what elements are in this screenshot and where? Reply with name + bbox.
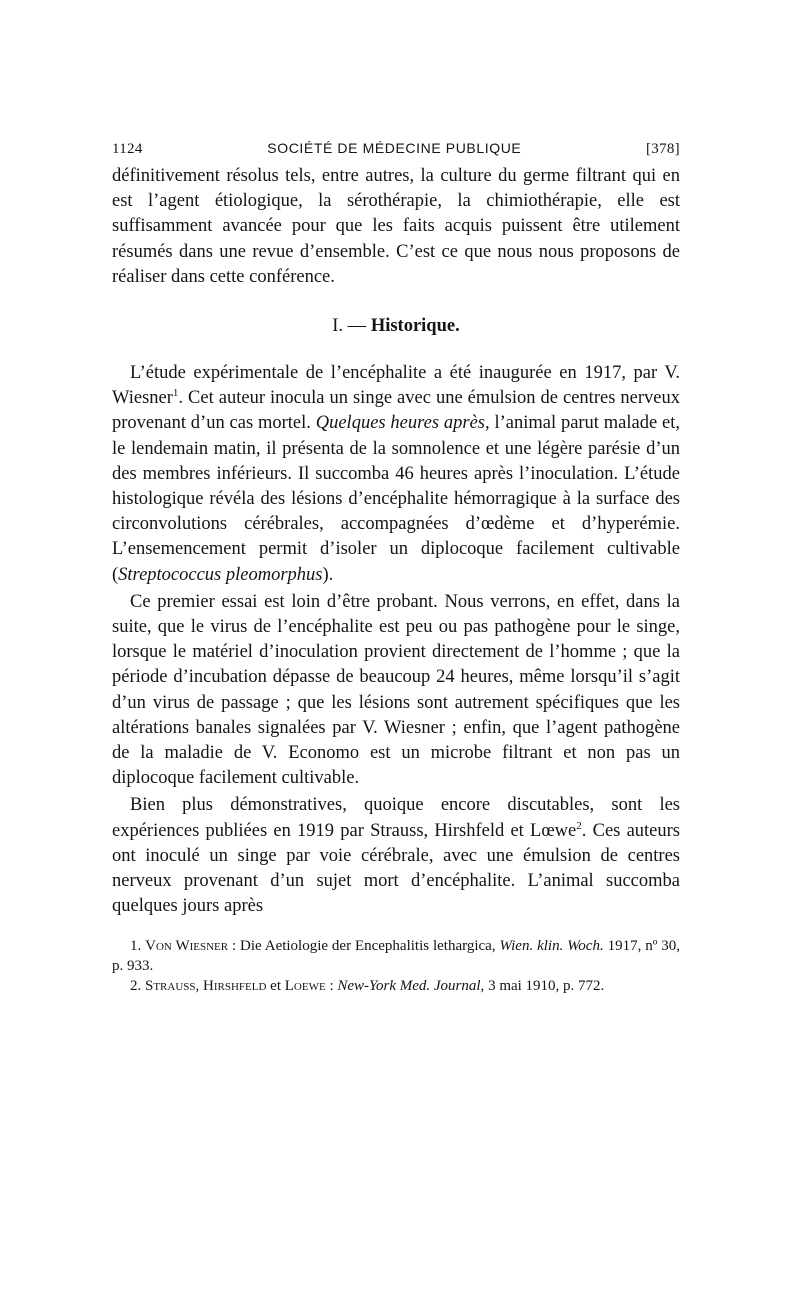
footnotes xyxy=(112,936,680,996)
footnote-citation: 1917, nº 30, p. 933. xyxy=(112,938,680,975)
species-name: Streptococcus pleomorphus xyxy=(118,564,323,585)
section-title: Historique. xyxy=(370,316,460,337)
paragraph-text: , l’animal parut malade et, le lendemain matin, il présenta de la somnolence et une légère parésie d’un des membres inférieurs. Il succomba 46 heures après l’inoculation. L’étude histologique révéla des lésions d’encéphalite hémorragique à la surface des circonvolutions cérébrales, accompagnées d’œdème et d’hyperémie. L’ensemencement permit d’isoler un diplocoque facilement cultivable ( xyxy=(112,413,680,585)
footnote-number: 2. xyxy=(130,978,142,995)
footnote-journal: Wien. klin. Woch. xyxy=(499,938,604,955)
paragraph-text: . Cet auteur inocula un singe avec une émulsion de centres nerveux provenant d’un cas mortel. xyxy=(112,388,680,434)
paragraph-text: Bien plus démonstratives, quoique encore discutables, sont les expériences publiées en 1919 par Strauss, Hirshfeld et Lœwe xyxy=(112,795,680,841)
footnote-ref-2: 2 xyxy=(576,819,582,832)
paragraph-wiesner xyxy=(112,361,680,588)
section-heading xyxy=(112,314,680,339)
body-text xyxy=(112,164,680,919)
footnote-1 xyxy=(112,936,680,976)
italic-phrase: Quelques heures après xyxy=(315,413,486,434)
footnote-author: Strauss, Hirshfeld xyxy=(145,978,267,995)
paragraph-strauss xyxy=(112,793,680,919)
footnote-number: 1. xyxy=(130,938,142,955)
footnote-citation: 3 mai 1910, p. 772. xyxy=(484,978,605,995)
footnote-conjunction: et xyxy=(266,978,285,995)
running-title: SOCIÉTÉ DE MÉDECINE PUBLIQUE xyxy=(267,140,522,156)
paragraph-text: L’étude expérimentale de l’encéphalite a été inaugurée en 1917, par V. Wiesner xyxy=(112,363,680,409)
bracket-page-number: [378] xyxy=(645,141,680,157)
footnote-ref-1: 1 xyxy=(172,387,179,400)
footnote-separator: : xyxy=(325,978,338,995)
running-header xyxy=(112,140,680,164)
footnote-2 xyxy=(112,976,680,996)
footnote-journal: New-York Med. Journal, xyxy=(337,978,485,995)
paragraph-critique: Ce premier essai est loin d’être probant. Nous verrons, en effet, dans la suite, que le virus de l’encéphalite est peu ou pas pathogène pour le singe, lorsque le matériel d’inoculation provient directement de l’homme ; que la période d’incubation dépasse de beaucoup 24 heures, même lorsqu’il s’agit d’un virus de passage ; que les lésions sont autrement spécifiques que les altérations banales signalées par V. Wiesner ; enfin, que l’agent pathogène de la maladie de V. Economo est un microbe filtrant et non pas un diplocoque facilement cultivable. xyxy=(112,591,680,789)
footnote-title: : Die Aetiologie der Encephalitis lethargica, xyxy=(228,938,500,955)
paragraph-text: . Ces auteurs ont inoculé un singe par voie cérébrale, avec une émulsion de centres nerveux provenant d’un sujet mort d’encéphalite. L’animal succomba quelques jours après xyxy=(112,820,680,917)
paragraph-text: ). xyxy=(322,564,334,585)
paragraph-continued: définitivement résolus tels, entre autres, la culture du germe filtrant qui en est l’agent étiologique, la sérothérapie, la chimiothérapie, elle est suffisamment avancée pour que les faits acquis puissent être utilement résumés dans une revue d’ensemble. C’est ce que nous nous proposons de réaliser dans cette conférence. xyxy=(112,166,680,287)
document-page xyxy=(112,140,680,996)
footnote-author: Von Wiesner xyxy=(145,938,229,955)
footnote-author: Loewe xyxy=(284,978,326,995)
page-number: 1124 xyxy=(112,141,143,157)
section-number: I. — xyxy=(332,316,371,337)
